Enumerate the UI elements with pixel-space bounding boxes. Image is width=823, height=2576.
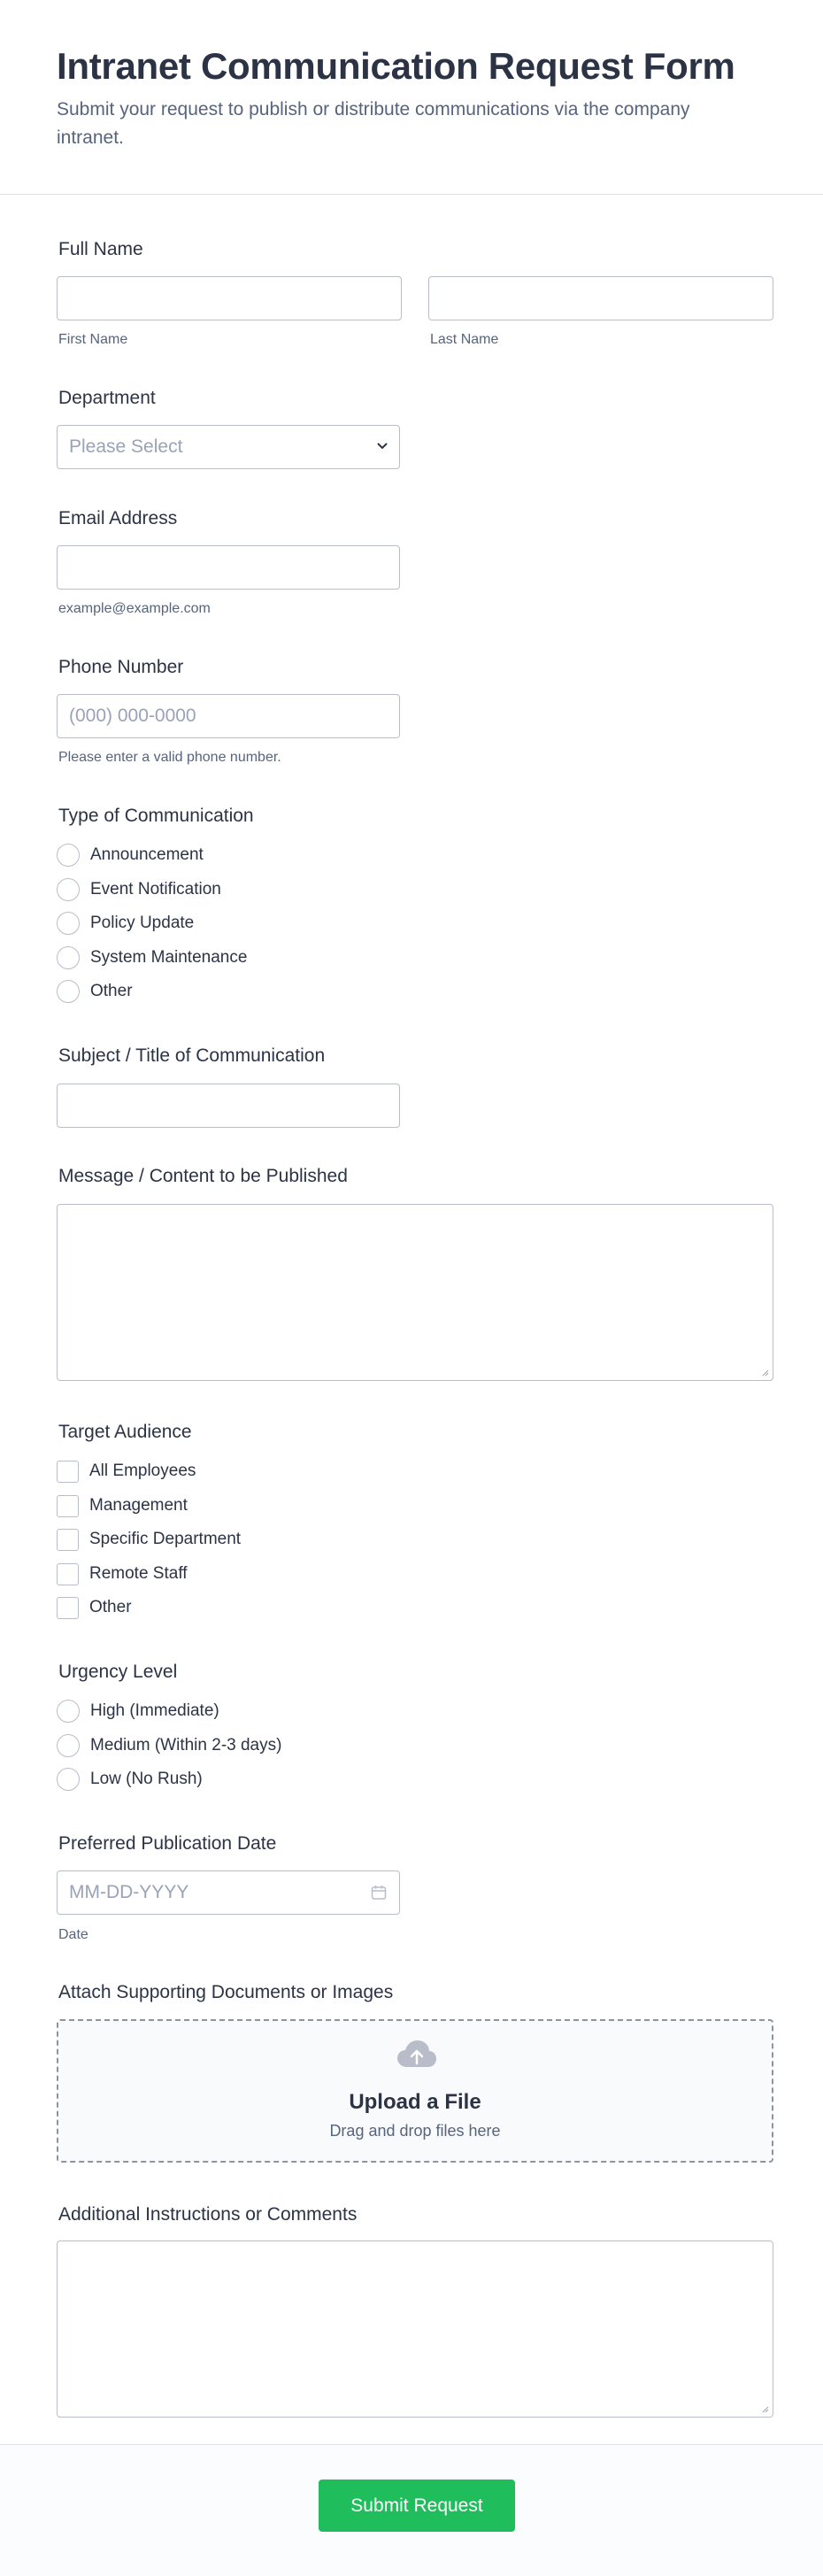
upload-title: Upload a File [349,2090,481,2114]
option-label: Announcement [90,845,204,864]
urgency-label: Urgency Level [58,1662,178,1682]
radio-button[interactable] [57,980,80,1003]
form-header [0,0,823,195]
first-name-sublabel: First Name [58,332,128,347]
communication-type-option[interactable] [57,877,221,902]
radio-button[interactable] [57,1768,80,1791]
radio-button[interactable] [57,844,80,867]
option-label: Management [89,1496,188,1515]
option-label: Specific Department [89,1530,242,1548]
checkbox[interactable] [57,1597,79,1619]
subject-label: Subject / Title of Communication [58,1045,326,1066]
audience-option[interactable] [57,1493,188,1518]
communication-type-option[interactable] [57,979,133,1004]
radio-button[interactable] [57,946,80,969]
form-subtitle: Submit your request to publish or distribute communications via the company intranet. [57,99,690,149]
resize-handle-icon[interactable] [760,1368,769,1377]
form-body [0,195,823,2443]
pub-date-input[interactable] [57,1870,400,1915]
message-textarea[interactable] [57,1204,773,1381]
urgency-option[interactable] [57,1699,219,1724]
department-placeholder: Please Select [69,436,183,457]
resize-handle-icon[interactable] [760,2404,769,2413]
email-label: Email Address [58,508,178,528]
cloud-upload-icon [396,2039,437,2071]
audience-option[interactable] [57,1459,196,1484]
audience-option[interactable] [57,1595,132,1620]
option-label: Low (No Rush) [90,1770,203,1788]
upload-description: Drag and drop files here [329,2122,501,2140]
radio-button[interactable] [57,878,80,901]
last-name-input[interactable] [428,276,773,320]
first-name-input[interactable] [57,276,402,320]
message-label: Message / Content to be Published [58,1166,348,1186]
urgency-option[interactable] [57,1767,203,1792]
full-name-label: Full Name [58,239,143,259]
pub-date-sublabel: Date [58,1927,88,1942]
radio-button[interactable] [57,1734,80,1757]
option-label: Remote Staff [89,1564,188,1583]
comments-textarea[interactable] [57,2241,773,2418]
file-upload-dropzone[interactable] [57,2019,773,2163]
calendar-icon[interactable] [371,1885,387,1901]
option-label: System Maintenance [90,948,248,967]
checkbox[interactable] [57,1529,79,1551]
radio-button[interactable] [57,1700,80,1723]
communication-type-label: Type of Communication [58,806,254,826]
form-footer [0,2444,823,2576]
audience-option[interactable] [57,1562,188,1586]
phone-label: Phone Number [58,657,184,677]
phone-placeholder: (000) 000-0000 [69,706,196,726]
checkbox[interactable] [57,1563,79,1585]
last-name-sublabel: Last Name [430,332,499,347]
email-input[interactable] [57,545,400,590]
pub-date-label: Preferred Publication Date [58,1833,277,1854]
subject-input[interactable] [57,1084,400,1128]
pub-date-placeholder: MM-DD-YYYY [69,1882,189,1902]
radio-button[interactable] [57,912,80,935]
phone-input[interactable] [57,694,400,738]
option-label: Other [89,1598,132,1616]
chevron-down-icon [376,442,388,451]
audience-option[interactable] [57,1527,241,1552]
email-sublabel: example@example.com [58,601,211,616]
communication-type-option[interactable] [57,945,247,970]
department-select[interactable] [57,425,400,469]
form-title: Intranet Communication Request Form [57,45,735,87]
communication-type-option[interactable] [57,911,194,936]
department-label: Department [58,388,156,408]
submit-button[interactable]: Submit Request [319,2480,515,2532]
checkbox[interactable] [57,1495,79,1517]
option-label: High (Immediate) [90,1701,219,1720]
option-label: Event Notification [90,880,221,899]
option-label: All Employees [89,1462,196,1480]
option-label: Policy Update [90,914,195,932]
option-label: Medium (Within 2-3 days) [90,1736,282,1755]
option-label: Other [90,982,133,1000]
phone-sublabel: Please enter a valid phone number. [58,750,281,765]
comments-label: Additional Instructions or Comments [58,2204,358,2225]
attachments-label: Attach Supporting Documents or Images [58,1982,394,2002]
audience-label: Target Audience [58,1422,192,1442]
checkbox[interactable] [57,1461,79,1483]
urgency-option[interactable] [57,1733,281,1758]
communication-type-option[interactable] [57,843,204,868]
